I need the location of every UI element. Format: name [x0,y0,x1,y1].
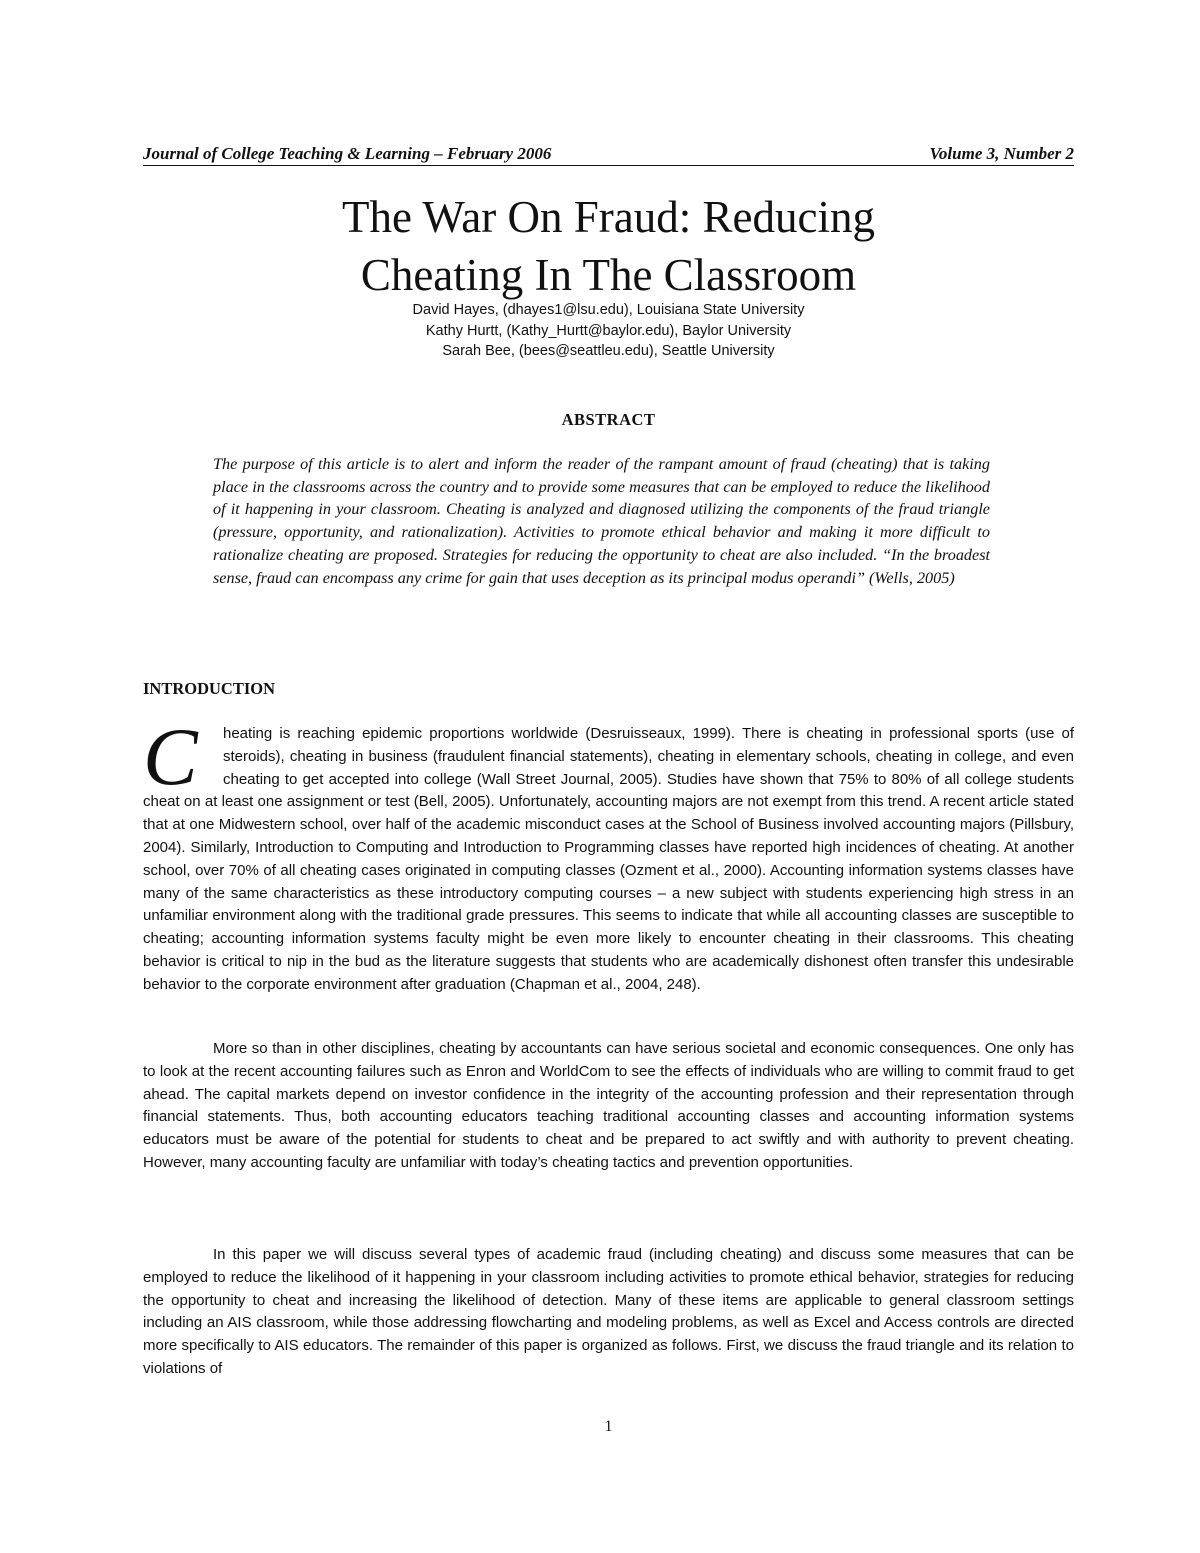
author-list [143,300,1074,362]
abstract-heading: ABSTRACT [561,410,656,429]
running-header [143,143,1074,166]
introduction-heading: INTRODUCTION [143,679,276,698]
drop-cap: C [143,711,198,802]
intro-paragraph-1 [143,711,1074,997]
paper-title [143,188,1074,304]
title-line-1: The War On Fraud: Reducing [342,192,875,242]
intro-paragraph-1-text: heating is reaching epidemic proportions worldwide (Desruisseaux, 1999). There is cheating in professional sports (use of steroids), cheating in business (fraudulent financial statements), cheating in elementary schools, cheating in college, and even cheating to get accepted into college (Wall Street Journal, 2005). Studies have shown that 75% to 80% of all college students cheat on at least one assignment or test (Bell, 2005). Unfortunately, accounting majors are not exempt from this trend. A recent article stated that at one Midwestern school, over half of the academic misconduct cases at the School of Business involved accounting majors (Pillsbury, 2004). Similarly, Introduction to Computing and Introduction to Programming classes have reported high incidences of cheating. At another school, over 70% of all cheating cases originated in computing classes (Ozment et al., 2000). Accounting information systems classes have many of the same characteristics as these introductory computing courses – a new subject with students experiencing high stress in an unfamiliar environment along with the traditional grade pressures. This seems to indicate that while all accounting classes are susceptible to cheating; accounting information systems faculty might be even more likely to encounter cheating in their classrooms. This cheating behavior is critical to nip in the bud as the literature suggests that students who are academically dishonest often transfer this undesirable behavior to the corporate environment after graduation (Chapman et al., 2004, 248). [143,725,1074,993]
title-line-2: Cheating In The Classroom [360,250,857,300]
abstract-text: The purpose of this article is to alert and inform the reader of the rampant amount of fraud (cheating) that is taking place in the classrooms across the country and to provide some measures that can be employed to reduce the likelihood of it happening in your classroom. Cheating is analyzed and diagnosed utilizing the components of the fraud triangle (pressure, opportunity, and rationalization). Activities to promote ethical behavior and making it more difficult to rationalize cheating are proposed. Strategies for reducing the opportunity to cheat are also included. “In the broadest sense, fraud can encompass any crime for gain that uses deception as its principal modus operandi” (Wells, 2005) [213,455,990,587]
author-line: David Hayes, (dhayes1@lsu.edu), Louisiana State University [412,302,805,318]
author-line: Sarah Bee, (bees@seattleu.edu), Seattle University [442,343,775,359]
paper-page [143,0,1074,1553]
volume-number: Volume 3, Number 2 [929,144,1074,163]
intro-paragraph-2: More so than in other disciplines, cheating by accountants can have serious societal and economic consequences. One only has to look at the recent accounting failures such as Enron and WorldCom to see the effects of individuals who are willing to commit fraud to get ahead. The capital markets depend on investor confidence in the integrity of the accounting profession and their representation through financial statements. Thus, both accounting educators teaching traditional accounting classes and accounting information systems educators must be aware of the potential for students to cheat and be prepared to act swiftly and with authority to prevent cheating. However, many accounting faculty are unfamiliar with today’s cheating tactics and prevention opportunities. [143,1040,1074,1171]
journal-name: Journal of College Teaching & Learning – February 2006 [143,144,552,163]
author-line: Kathy Hurtt, (Kathy_Hurtt@baylor.edu), Baylor University [425,322,792,339]
intro-paragraph-3: In this paper we will discuss several types of academic fraud (including cheating) and discuss some measures that can be employed to reduce the likelihood of it happening in your classroom including activities to promote ethical behavior, strategies for reducing the opportunity to cheat and increasing the likelihood of detection. Many of these items are applicable to general classroom settings including an AIS classroom, while those addressing flowcharting and modeling problems, as well as Excel and Access controls are directed more specifically to AIS educators. The remainder of this paper is organized as follows. First, we discuss the fraud triangle and its relation to violations of [143,1246,1074,1377]
page-number: 1 [604,1418,613,1435]
